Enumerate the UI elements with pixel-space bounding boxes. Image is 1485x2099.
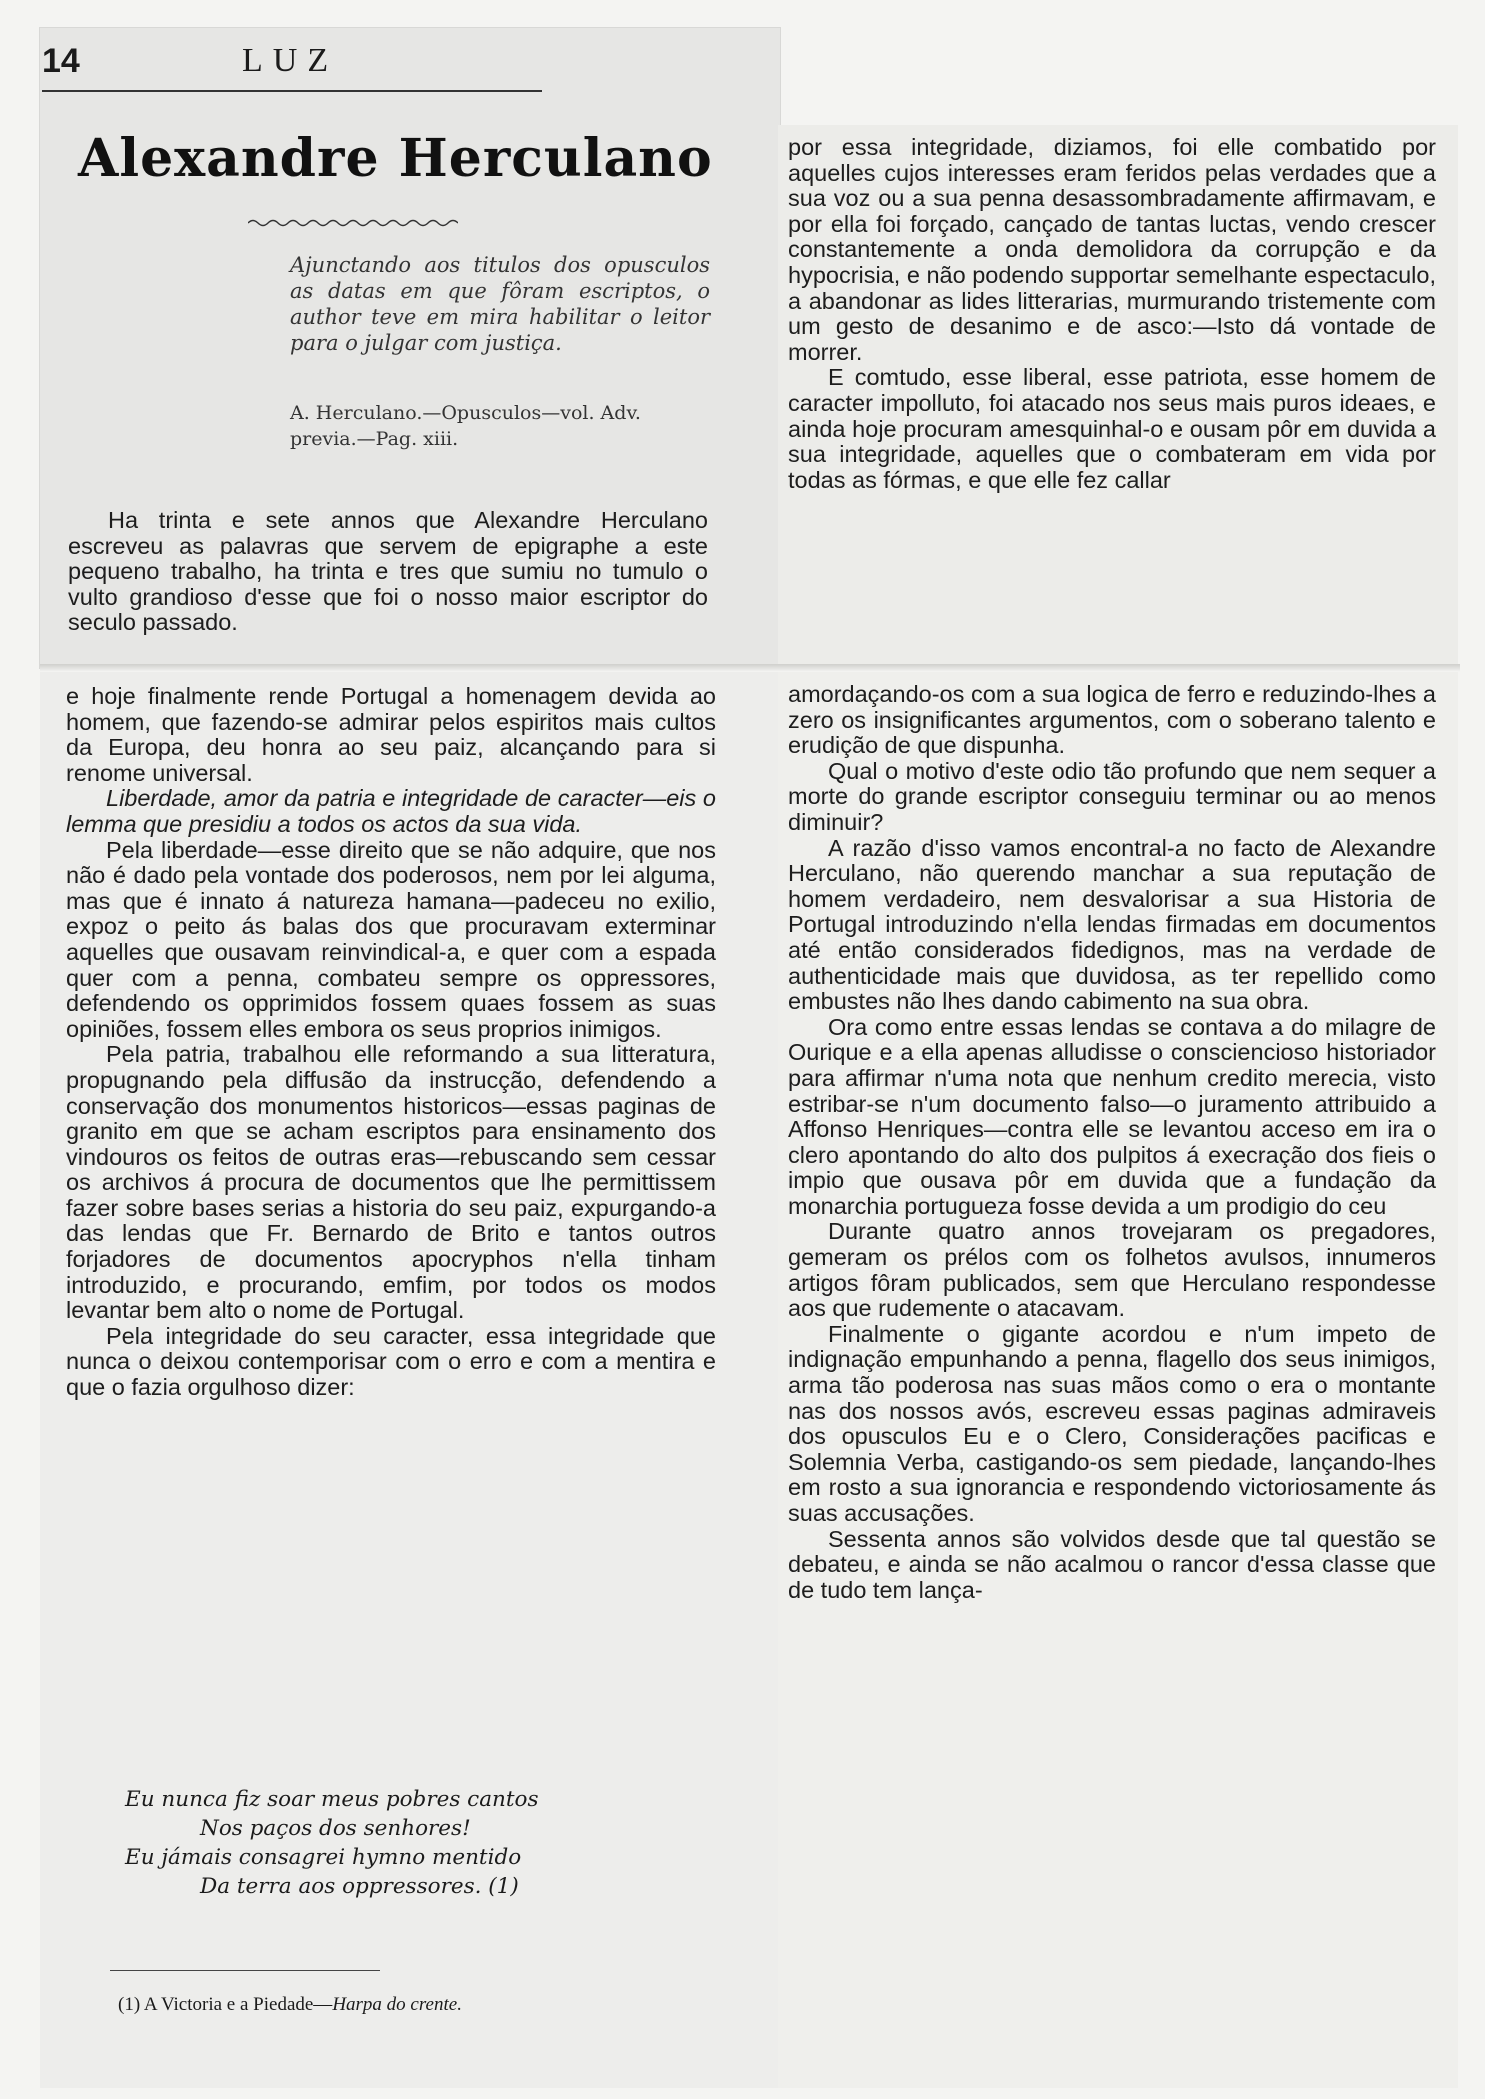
footnote-text: A Victoria e a Piedade— [143, 1994, 333, 2015]
poem-line: Da terra aos oppressores. (1) [200, 1874, 519, 1899]
paragraph: Pela integridade do seu caracter, essa integridade que nunca o deixou contemporisar com o erro e com a mentira e que o fazia orgulhoso dizer: [66, 1322, 716, 1401]
footnote [118, 1994, 738, 2016]
paragraph: e hoje finalmente rende Portugal a homenagem devida ao homem, que fazendo-se admirar pelos espiritos mais cultos da Europa, deu honra ao seu paiz, alcançando para si renome universal. [66, 683, 716, 786]
article-title: Alexandre Herculano [78, 128, 713, 189]
column-right-top [788, 135, 1436, 493]
page-number: 14 [42, 42, 80, 80]
paragraph: Ora como entre essas lendas se contava a do milagre de Ourique e a ella apenas alludisse o consciencioso historiador para affirmar n'uma nota que nenhum credito merecia, visto estribar-se n'um documento falso—o juramento attribuido a Affonso Henriques—contra elle se levantou acceso em ira o clero apontando do alto dos pulpitos á execração dos fieis o impio que ousava pôr em duvida que a fundação da monarchia portugueza fosse devida a um prodigio do ceu [788, 1013, 1436, 1219]
paragraph: por essa integridade, diziamos, foi elle combatido por aquelles cujos interesses eram feridos pelas verdades que a sua voz ou a sua penna desassombradamente affirmavam, e por ella foi forçado, cançado de tantas luctas, vendo crescer constantemente a onda demolidora da corrupção e da hypocrisia, e não podendo supportar semelhante espectaculo, a abandonar as lides litterarias, murmurando tristemente com um gesto de desanimo e de asco:—Isto dá vontade de morrer. [788, 134, 1436, 365]
poem-line: Eu nunca fiz soar meus pobres cantos [125, 1787, 539, 1812]
footnote-rule [110, 1970, 380, 1971]
paragraph: Finalmente o gigante acordou e n'um impeto de indignação empunhando a penna, flagello dos seus inimigos, arma tão poderosa nas suas mãos como o era o montante nas dos nossos avós, escreveu essas paginas admiraveis dos opusculos Eu e o Clero, Considerações pacificas e Solemnia Verba, castigando-os sem piedade, lançando-lhes em rosto a sua ignorancia e respondendo victoriosamente ás suas accusações. [788, 1320, 1436, 1526]
paragraph: A razão d'isso vamos encontral-a no facto de Alexandre Herculano, não querendo manchar a sua reputação de homem verdadeiro, nem desvalorisar a sua Historia de Portugal introduzindo n'ella lendas firmadas em documentos até então considerados fidedignos, mas na verdade de authenticidade mais que duvidosa, as ter repellido como embustes não lhes dando cabimento na sua obra. [788, 834, 1436, 1015]
page-header [42, 40, 542, 90]
masthead: LUZ [242, 42, 339, 79]
poem-line: Eu jámais consagrei hymno mentido [125, 1845, 522, 1870]
header-rule [42, 90, 542, 92]
paragraph: Pela patria, trabalhou elle reformando a sua litteratura, propugnando pela diffusão da instrucção, defendendo a conservação dos monumentos historicos—essas paginas de granito em que se acham escriptos para ensinamento dos vindouros os feitos de outras eras—rebuscando sem cessar os archivos á procura de documentos que lhe permittissem fazer sobre bases serias a historia do seu paiz, expurgando-a das lendas que Fr. Bernardo de Brito e tantos outros forjadores de documentos apocryphos n'ella tinham introduzido, e procurando, emfim, por todos os modos levantar bem alto o nome de Portugal. [66, 1041, 716, 1324]
paragraph: amordaçando-os com a sua logica de ferro e reduzindo-lhes a zero os insignificantes argumentos, com o soberano talento e erudição de que dispunha. [788, 681, 1436, 759]
paragraph: Durante quatro annos trovejaram os pregadores, gemeram os prélos com os folhetos avulsos, innumeros artigos fôram publicados, sem que Herculano respondesse aos que rudemente o atacavam. [788, 1218, 1436, 1322]
paragraph: Liberdade, amor da patria e integridade de caracter—eis o lemma que presidiu a todos os actos da sua vida. [66, 785, 716, 837]
footnote-marker: (1) [118, 1994, 141, 2015]
paragraph: E comtudo, esse liberal, esse patriota, esse homem de caracter impolluto, foi atacado nos seus mais puros ideaes, e ainda hoje procuram amesquinhal-o e ousam pôr em duvida a sua integridade, aquelles que o combateram em vida por todas as fórmas, e que elle fez callar [788, 364, 1436, 493]
paragraph: Sessenta annos são volvidos desde que tal questão se debateu, e ainda se não acalmou o rancor d'essa classe que de tudo tem lança- [788, 1525, 1436, 1603]
paper-tear [40, 664, 1460, 672]
column-right-bottom [788, 682, 1436, 1603]
column-left-top [68, 508, 708, 636]
column-left-bottom [66, 684, 716, 1401]
paragraph: Ha trinta e sete annos que Alexandre Herculano escreveu as palavras que servem de epigraphe a este pequeno trabalho, ha trinta e tres que sumiu no tumulo o vulto grandioso d'esse que foi o nosso maior escriptor do seculo passado. [68, 507, 708, 636]
paragraph: Qual o motivo d'este odio tão profundo que nem sequer a morte do grande escriptor conseguiu terminar ou ao menos diminuir? [788, 757, 1436, 835]
poem-quote [125, 1785, 685, 1901]
poem-line: Nos paços dos senhores! [200, 1816, 471, 1841]
paragraph: Pela liberdade—esse direito que se não adquire, que nos não é dado pela vontade dos poderosos, nem por lei alguma, mas que é innato á natureza hamana—padeceu no exilio, expoz o peito ás balas dos que procuravam exterminar aquelles que ousavam reinvindical-a, e quer com a espada quer com a penna, combateu sempre os oppressores, defendendo os opprimidos fossem quaes fossem as suas opiniões, fossem elles embora os seus proprios inimigos. [66, 836, 716, 1042]
epigraph-attribution: A. Herculano.—Opusculos—vol. Adv. previa.—Pag. xiii. [290, 402, 641, 450]
title-ornament [248, 218, 458, 228]
epigraph: Ajunctando aos titulos dos opusculos as datas em que fôram escriptos, o author teve em mira habilitar o leitor para o julgar com justiça. [290, 253, 710, 355]
footnote-source: Harpa do crente. [332, 1994, 462, 2015]
